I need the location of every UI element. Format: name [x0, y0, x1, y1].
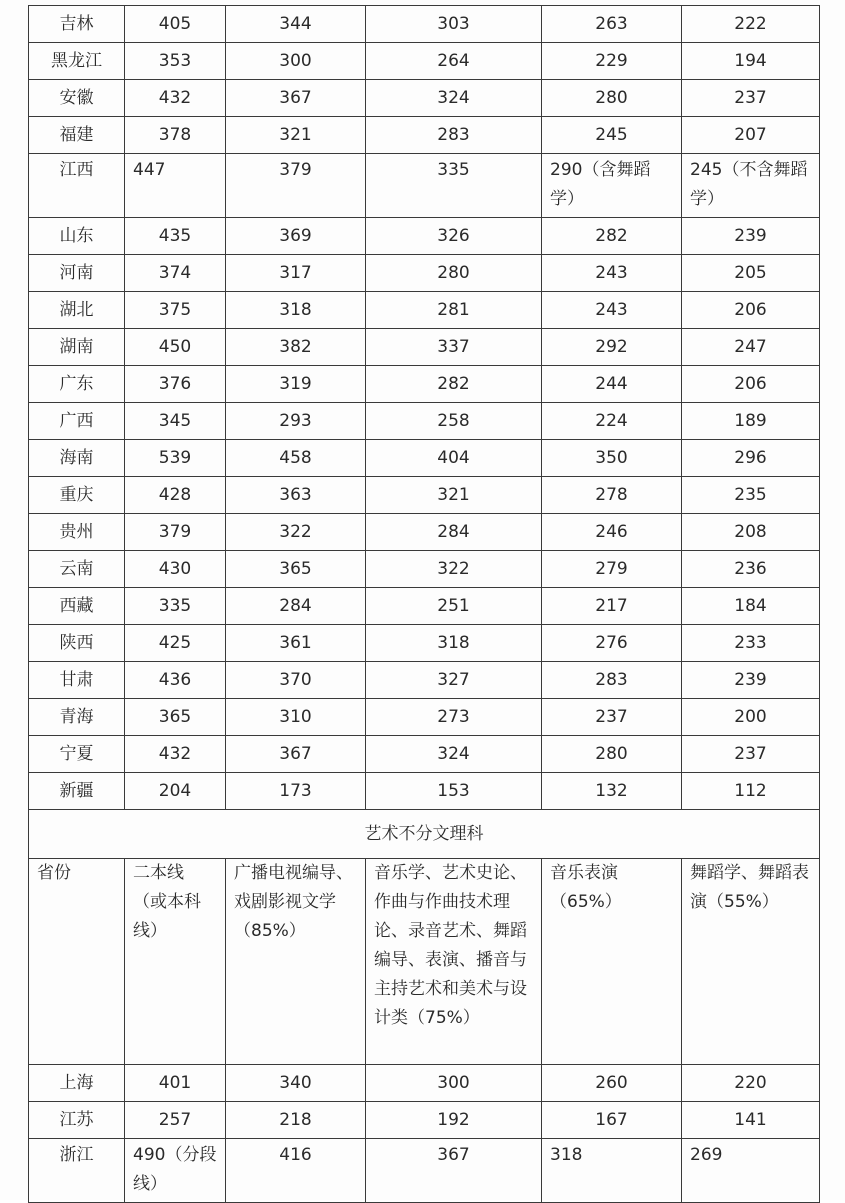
value-cell: 436 [125, 662, 226, 699]
value-cell: 405 [125, 6, 226, 43]
value-cell: 233 [682, 625, 820, 662]
value-cell: 208 [682, 514, 820, 551]
province-cell: 吉林 [29, 6, 125, 43]
value-cell: 192 [366, 1102, 542, 1139]
value-cell: 404 [366, 440, 542, 477]
value-cell: 340 [226, 1065, 366, 1102]
value-cell: 539 [125, 440, 226, 477]
value-cell: 218 [226, 1102, 366, 1139]
value-cell: 365 [125, 699, 226, 736]
table-row [29, 403, 820, 440]
value-cell: 112 [682, 773, 820, 810]
value-cell: 220 [682, 1065, 820, 1102]
province-cell: 江西 [29, 154, 125, 218]
province-cell: 安徽 [29, 80, 125, 117]
header-col3: 音乐学、艺术史论、作曲与作曲技术理论、录音艺术、舞蹈编导、表演、播音与主持艺术和美术与设计类（75%） [366, 859, 542, 1065]
value-cell: 243 [542, 255, 682, 292]
province-cell: 陕西 [29, 625, 125, 662]
value-cell: 280 [366, 255, 542, 292]
value-cell: 293 [226, 403, 366, 440]
value-cell: 278 [542, 477, 682, 514]
province-cell: 广东 [29, 366, 125, 403]
province-cell: 湖南 [29, 329, 125, 366]
table-body-top [29, 6, 820, 810]
value-cell: 229 [542, 43, 682, 80]
value-cell: 321 [366, 477, 542, 514]
value-cell: 283 [366, 117, 542, 154]
value-cell: 318 [366, 625, 542, 662]
value-cell: 361 [226, 625, 366, 662]
value-cell: 322 [226, 514, 366, 551]
value-cell: 217 [542, 588, 682, 625]
province-cell: 重庆 [29, 477, 125, 514]
value-cell: 237 [682, 80, 820, 117]
table-row [29, 218, 820, 255]
value-cell: 326 [366, 218, 542, 255]
province-cell: 云南 [29, 551, 125, 588]
value-cell: 365 [226, 551, 366, 588]
table-row [29, 117, 820, 154]
table-row [29, 588, 820, 625]
table-row [29, 736, 820, 773]
value-cell: 258 [366, 403, 542, 440]
value-cell: 369 [226, 218, 366, 255]
value-cell: 244 [542, 366, 682, 403]
province-cell: 黑龙江 [29, 43, 125, 80]
value-cell: 345 [125, 403, 226, 440]
value-cell: 260 [542, 1065, 682, 1102]
table-row [29, 662, 820, 699]
table-row [29, 154, 820, 218]
value-cell: 283 [542, 662, 682, 699]
value-cell: 321 [226, 117, 366, 154]
value-cell: 237 [682, 736, 820, 773]
province-cell: 青海 [29, 699, 125, 736]
value-cell: 458 [226, 440, 366, 477]
value-cell: 318 [226, 292, 366, 329]
value-cell: 237 [542, 699, 682, 736]
value-cell: 269 [682, 1139, 820, 1203]
value-cell: 239 [682, 218, 820, 255]
section-title: 艺术不分文理科 [29, 810, 820, 859]
province-cell: 浙江 [29, 1139, 125, 1203]
table-row [29, 43, 820, 80]
province-cell: 江苏 [29, 1102, 125, 1139]
value-cell: 284 [226, 588, 366, 625]
value-cell: 490（分段线） [125, 1139, 226, 1203]
value-cell: 317 [226, 255, 366, 292]
value-cell: 303 [366, 6, 542, 43]
province-cell: 甘肃 [29, 662, 125, 699]
value-cell: 363 [226, 477, 366, 514]
value-cell: 300 [366, 1065, 542, 1102]
value-cell: 282 [542, 218, 682, 255]
value-cell: 251 [366, 588, 542, 625]
value-cell: 375 [125, 292, 226, 329]
table-row [29, 329, 820, 366]
header-province: 省份 [29, 859, 125, 1065]
value-cell: 167 [542, 1102, 682, 1139]
value-cell: 284 [366, 514, 542, 551]
value-cell: 132 [542, 773, 682, 810]
value-cell: 246 [542, 514, 682, 551]
header-col5: 舞蹈学、舞蹈表演（55%） [682, 859, 820, 1065]
value-cell: 224 [542, 403, 682, 440]
table-row [29, 477, 820, 514]
value-cell: 335 [125, 588, 226, 625]
value-cell: 245 [542, 117, 682, 154]
province-cell: 新疆 [29, 773, 125, 810]
value-cell: 322 [366, 551, 542, 588]
value-cell: 296 [682, 440, 820, 477]
section-row-group [29, 810, 820, 1065]
value-cell: 450 [125, 329, 226, 366]
value-cell: 379 [226, 154, 366, 218]
province-cell: 西藏 [29, 588, 125, 625]
value-cell: 205 [682, 255, 820, 292]
header-col4: 音乐表演（65%） [542, 859, 682, 1065]
table-row [29, 1139, 820, 1203]
province-cell: 海南 [29, 440, 125, 477]
value-cell: 239 [682, 662, 820, 699]
value-cell: 319 [226, 366, 366, 403]
value-cell: 335 [366, 154, 542, 218]
value-cell: 425 [125, 625, 226, 662]
value-cell: 206 [682, 366, 820, 403]
value-cell: 290（含舞蹈学） [542, 154, 682, 218]
province-cell: 宁夏 [29, 736, 125, 773]
table-row [29, 255, 820, 292]
value-cell: 222 [682, 6, 820, 43]
value-cell: 204 [125, 773, 226, 810]
value-cell: 324 [366, 736, 542, 773]
value-cell: 378 [125, 117, 226, 154]
value-cell: 367 [226, 80, 366, 117]
value-cell: 447 [125, 154, 226, 218]
value-cell: 430 [125, 551, 226, 588]
table-row [29, 1102, 820, 1139]
value-cell: 401 [125, 1065, 226, 1102]
value-cell: 257 [125, 1102, 226, 1139]
value-cell: 206 [682, 292, 820, 329]
value-cell: 292 [542, 329, 682, 366]
value-cell: 379 [125, 514, 226, 551]
table-row [29, 80, 820, 117]
province-cell: 河南 [29, 255, 125, 292]
province-cell: 上海 [29, 1065, 125, 1102]
value-cell: 382 [226, 329, 366, 366]
value-cell: 432 [125, 736, 226, 773]
value-cell: 276 [542, 625, 682, 662]
value-cell: 300 [226, 43, 366, 80]
table-row [29, 1065, 820, 1102]
value-cell: 416 [226, 1139, 366, 1203]
province-cell: 贵州 [29, 514, 125, 551]
province-cell: 福建 [29, 117, 125, 154]
value-cell: 344 [226, 6, 366, 43]
table-row [29, 625, 820, 662]
value-cell: 273 [366, 699, 542, 736]
value-cell: 200 [682, 699, 820, 736]
value-cell: 184 [682, 588, 820, 625]
value-cell: 367 [226, 736, 366, 773]
province-cell: 湖北 [29, 292, 125, 329]
score-line-table [28, 5, 820, 1203]
header-col2: 广播电视编导、戏剧影视文学（85%） [226, 859, 366, 1065]
value-cell: 324 [366, 80, 542, 117]
value-cell: 428 [125, 477, 226, 514]
value-cell: 370 [226, 662, 366, 699]
value-cell: 353 [125, 43, 226, 80]
value-cell: 318 [542, 1139, 682, 1203]
value-cell: 153 [366, 773, 542, 810]
table-row [29, 292, 820, 329]
value-cell: 280 [542, 80, 682, 117]
value-cell: 435 [125, 218, 226, 255]
column-header-row [29, 859, 820, 1065]
value-cell: 207 [682, 117, 820, 154]
value-cell: 374 [125, 255, 226, 292]
value-cell: 279 [542, 551, 682, 588]
table-row [29, 6, 820, 43]
table-row [29, 440, 820, 477]
value-cell: 281 [366, 292, 542, 329]
table-body-bottom [29, 1065, 820, 1203]
value-cell: 263 [542, 6, 682, 43]
value-cell: 236 [682, 551, 820, 588]
value-cell: 282 [366, 366, 542, 403]
table-row [29, 551, 820, 588]
value-cell: 141 [682, 1102, 820, 1139]
value-cell: 367 [366, 1139, 542, 1203]
value-cell: 189 [682, 403, 820, 440]
header-col1: 二本线（或本科线） [125, 859, 226, 1065]
table-row [29, 366, 820, 403]
value-cell: 337 [366, 329, 542, 366]
value-cell: 280 [542, 736, 682, 773]
value-cell: 243 [542, 292, 682, 329]
value-cell: 247 [682, 329, 820, 366]
table-row [29, 773, 820, 810]
value-cell: 264 [366, 43, 542, 80]
value-cell: 350 [542, 440, 682, 477]
value-cell: 327 [366, 662, 542, 699]
table-row [29, 514, 820, 551]
section-header-row [29, 810, 820, 859]
value-cell: 173 [226, 773, 366, 810]
value-cell: 376 [125, 366, 226, 403]
value-cell: 432 [125, 80, 226, 117]
value-cell: 194 [682, 43, 820, 80]
table-row [29, 699, 820, 736]
value-cell: 245（不含舞蹈学） [682, 154, 820, 218]
province-cell: 山东 [29, 218, 125, 255]
province-cell: 广西 [29, 403, 125, 440]
value-cell: 235 [682, 477, 820, 514]
value-cell: 310 [226, 699, 366, 736]
